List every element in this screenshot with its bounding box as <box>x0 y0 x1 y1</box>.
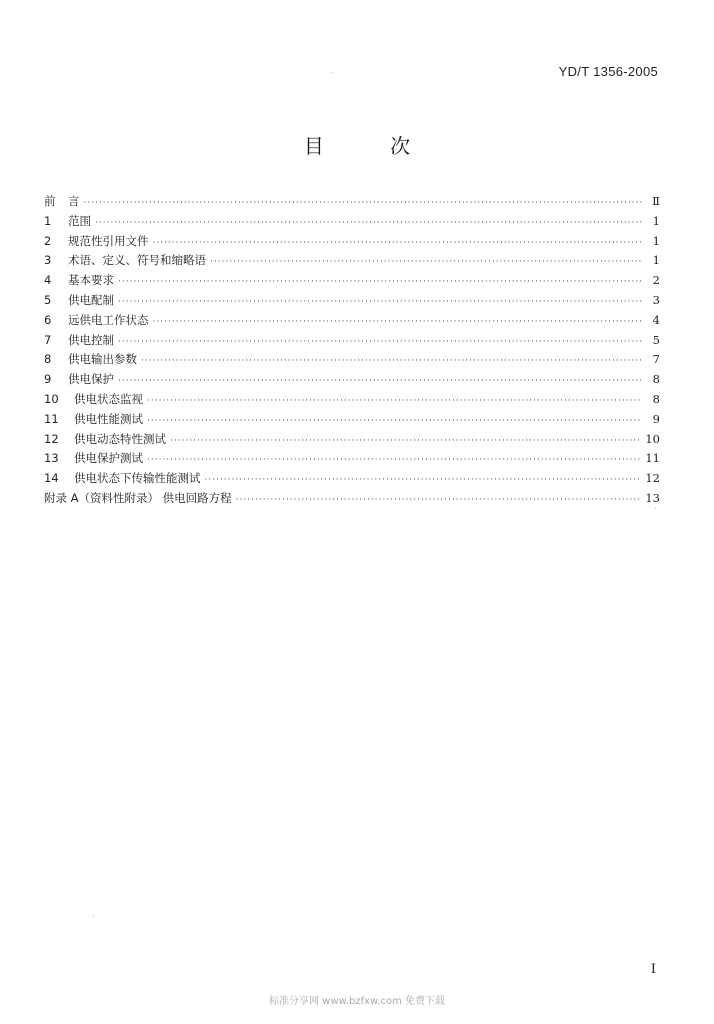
toc-entry-page: 8 <box>652 391 660 406</box>
toc-entry-number: 2 <box>44 233 52 248</box>
toc-entry-label: 供电配制 <box>68 292 114 307</box>
toc-entry-11[interactable] <box>44 410 660 430</box>
toc-leader-dots <box>170 432 641 452</box>
toc-entry-page: 9 <box>652 411 660 426</box>
toc-entry-label: 供电保护测试 <box>74 451 143 466</box>
scan-speck <box>332 72 333 73</box>
toc-entry-10[interactable] <box>44 390 660 410</box>
toc-entry-6[interactable] <box>44 311 660 331</box>
page-number: I <box>650 962 656 977</box>
toc-entry-page: 8 <box>652 372 660 387</box>
page-title <box>0 130 714 159</box>
toc-entry-page: 7 <box>652 352 660 367</box>
toc-leader-dots <box>147 412 642 432</box>
toc-entry-page: 1 <box>652 233 660 248</box>
toc-entry-number: 8 <box>44 352 52 367</box>
toc-entry-13[interactable] <box>44 449 660 469</box>
watermark: 标准分享网 www.bzfxw.com 免费下载 <box>269 996 445 1007</box>
toc-leader-dots <box>141 352 642 372</box>
toc-leader-dots <box>118 273 642 293</box>
toc-entry-number: 6 <box>44 312 52 327</box>
toc-entry-number: 9 <box>44 372 52 387</box>
toc-entry-8[interactable] <box>44 350 660 370</box>
table-of-contents <box>44 192 660 509</box>
toc-entry-page: 1 <box>652 213 660 228</box>
toc-entry-label: 供电状态下传输性能测试 <box>74 471 201 486</box>
toc-entry-page: 13 <box>645 490 660 505</box>
toc-leader-dots <box>210 253 642 273</box>
title-char-1: 目 <box>303 134 324 158</box>
toc-entry-4[interactable] <box>44 271 660 291</box>
toc-entry-page: 3 <box>652 292 660 307</box>
toc-entry-9[interactable] <box>44 370 660 390</box>
toc-entry-number: 1 <box>44 213 52 228</box>
toc-entry-page: Ⅱ <box>652 194 660 208</box>
toc-entry-label: 供电输出参数 <box>68 352 137 367</box>
toc-entry-label: 供电控制 <box>68 332 114 347</box>
toc-entry-label: 范围 <box>68 213 91 228</box>
toc-entry-14[interactable] <box>44 469 660 489</box>
toc-entry-preface[interactable] <box>44 192 660 212</box>
title-char-2: 次 <box>390 134 411 158</box>
toc-entry-label: 规范性引用文件 <box>68 233 149 248</box>
toc-leader-dots <box>118 293 642 313</box>
toc-entry-page: 4 <box>652 312 660 327</box>
toc-entry-page: 12 <box>645 471 660 486</box>
toc-entry-number: 12 <box>44 431 59 446</box>
toc-entry-label: 术语、定义、符号和缩略语 <box>68 253 206 268</box>
toc-leader-dots <box>236 491 642 511</box>
toc-leader-dots <box>84 194 643 214</box>
toc-entry-number: 10 <box>44 391 59 406</box>
toc-leader-dots <box>147 451 641 471</box>
toc-leader-dots <box>153 313 643 333</box>
toc-entry-label: 供电状态监视 <box>74 391 143 406</box>
toc-entry-label: 供电动态特性测试 <box>74 431 166 446</box>
toc-leader-dots <box>153 234 643 254</box>
toc-entry-3[interactable] <box>44 251 660 271</box>
scan-speck <box>93 916 94 917</box>
toc-entry-number: 14 <box>44 471 59 486</box>
standard-code: YD/T 1356-2005 <box>558 64 658 79</box>
toc-entry-number: 7 <box>44 332 52 347</box>
toc-entry-number: 3 <box>44 253 52 268</box>
toc-entry-number: 11 <box>44 411 59 426</box>
toc-entry-1[interactable] <box>44 212 660 232</box>
toc-entry-page: 11 <box>645 451 660 466</box>
toc-entry-label: 远供电工作状态 <box>68 312 149 327</box>
toc-entry-page: 10 <box>645 431 660 446</box>
toc-leader-dots <box>118 333 642 353</box>
toc-entry-number: 前 <box>44 194 56 208</box>
toc-entry-2[interactable] <box>44 232 660 252</box>
toc-entry-label: 供电性能测试 <box>74 411 143 426</box>
toc-entry-page: 5 <box>652 332 660 347</box>
scan-speck <box>655 508 656 509</box>
toc-entry-number: 4 <box>44 273 52 288</box>
toc-entry-12[interactable] <box>44 430 660 450</box>
toc-entry-7[interactable] <box>44 331 660 351</box>
toc-entry-number: 5 <box>44 292 52 307</box>
toc-entry-number: 13 <box>44 451 59 466</box>
toc-entry-page: 2 <box>652 273 660 288</box>
toc-entry-label: （资料性附录） 供电回路方程 <box>78 490 232 505</box>
toc-leader-dots <box>147 392 642 412</box>
toc-entry-page: 1 <box>652 253 660 268</box>
toc-entry-appendix-a[interactable] <box>44 489 660 509</box>
toc-entry-label: 供电保护 <box>68 372 114 387</box>
toc-leader-dots <box>95 214 642 234</box>
toc-leader-dots <box>118 372 642 392</box>
toc-entry-5[interactable] <box>44 291 660 311</box>
toc-entry-label: 基本要求 <box>68 273 114 288</box>
toc-leader-dots <box>205 471 642 491</box>
toc-entry-number: 附录 A <box>44 490 79 505</box>
toc-entry-label: 言 <box>68 194 80 208</box>
